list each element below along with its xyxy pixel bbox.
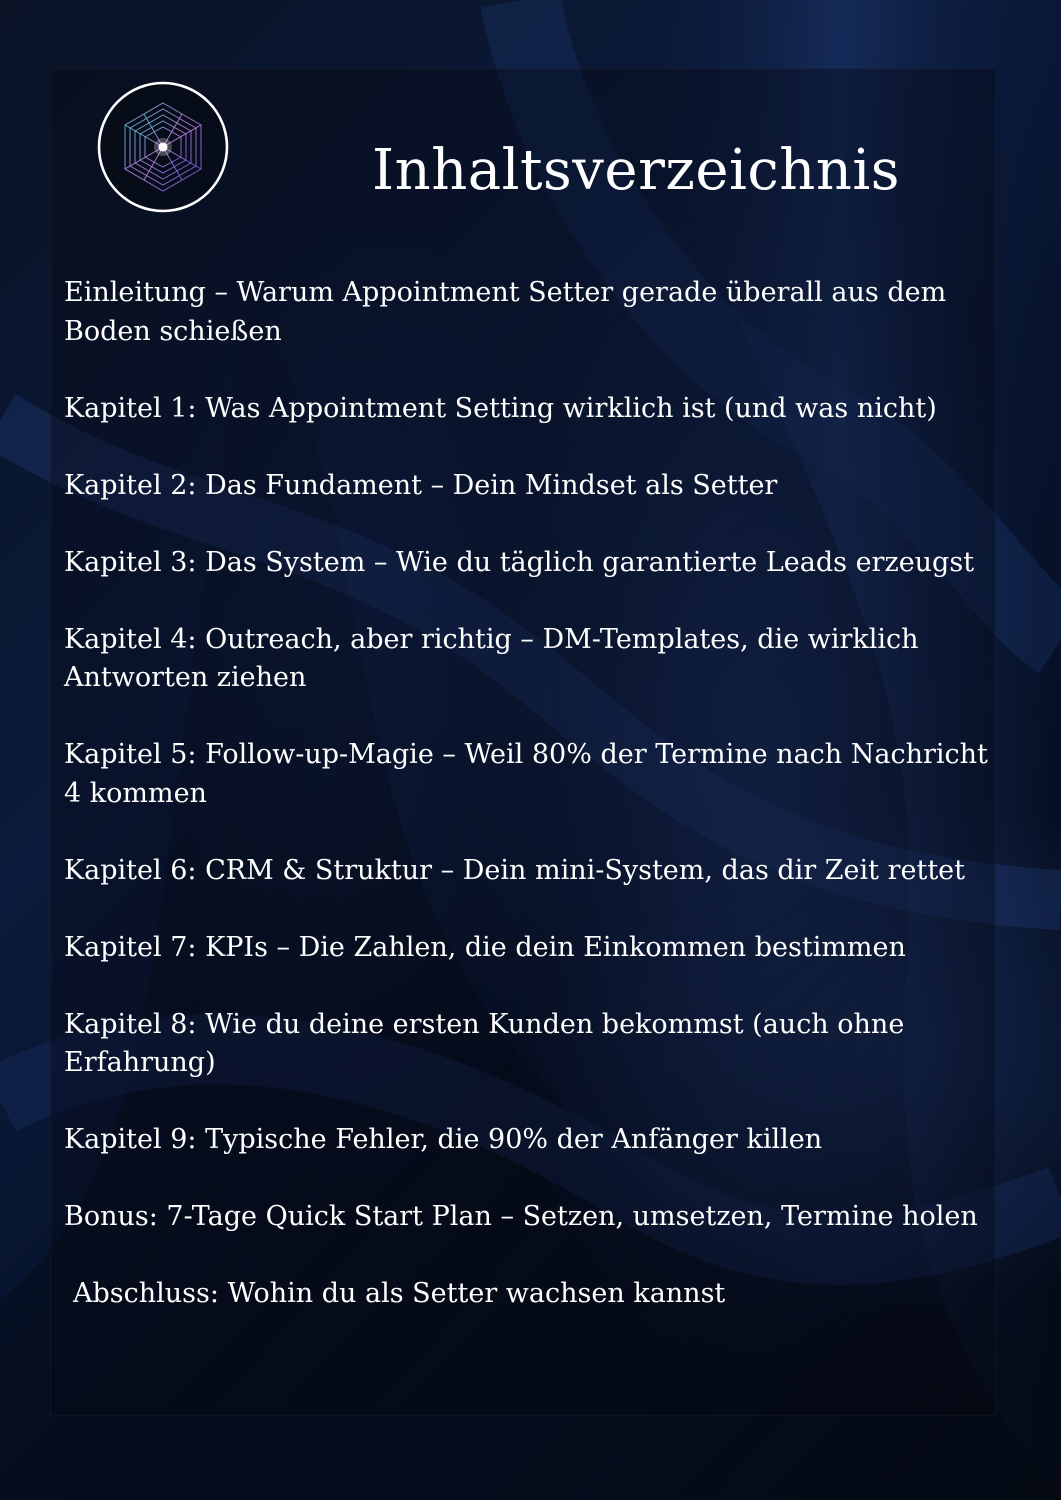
toc-item-kapitel-5[interactable]: Kapitel 5: Follow-up-Magie – Weil 80% der Termine nach Nachricht 4 kommen [64,739,988,809]
toc-item-kapitel-4[interactable]: Kapitel 4: Outreach, aber richtig – DM-Templates, die wirklich Antworten ziehen [64,623,919,693]
toc-item-kapitel-2[interactable]: Kapitel 2: Das Fundament – Dein Mindset als Setter [64,469,778,501]
geometric-cube-icon [96,80,230,214]
toc-item-bonus[interactable]: Bonus: 7-Tage Quick Start Plan – Setzen, umsetzen, Termine holen [64,1201,978,1232]
toc-item-abschluss[interactable]: Abschluss: Wohin du als Setter wachsen kannst [73,1278,726,1309]
toc-item-einleitung[interactable]: Einleitung – Warum Appointment Setter gerade überall aus dem Boden schießen [64,277,947,347]
table-of-contents [64,274,994,1352]
page-title: Inhaltsverzeichnis [372,138,901,203]
toc-item-kapitel-8[interactable]: Kapitel 8: Wie du deine ersten Kunden bekommst (auch ohne Erfahrung) [64,1008,905,1078]
toc-item-kapitel-6[interactable]: Kapitel 6: CRM & Struktur – Dein mini-System, das dir Zeit rettet [64,854,966,886]
toc-item-kapitel-9[interactable]: Kapitel 9: Typische Fehler, die 90% der Anfänger killen [64,1124,823,1155]
toc-item-kapitel-1[interactable]: Kapitel 1: Was Appointment Setting wirklich ist (und was nicht) [64,392,937,424]
toc-item-kapitel-3[interactable]: Kapitel 3: Das System – Wie du täglich garantierte Leads erzeugst [64,546,975,578]
toc-item-kapitel-7[interactable]: Kapitel 7: KPIs – Die Zahlen, die dein Einkommen bestimmen [64,931,906,963]
